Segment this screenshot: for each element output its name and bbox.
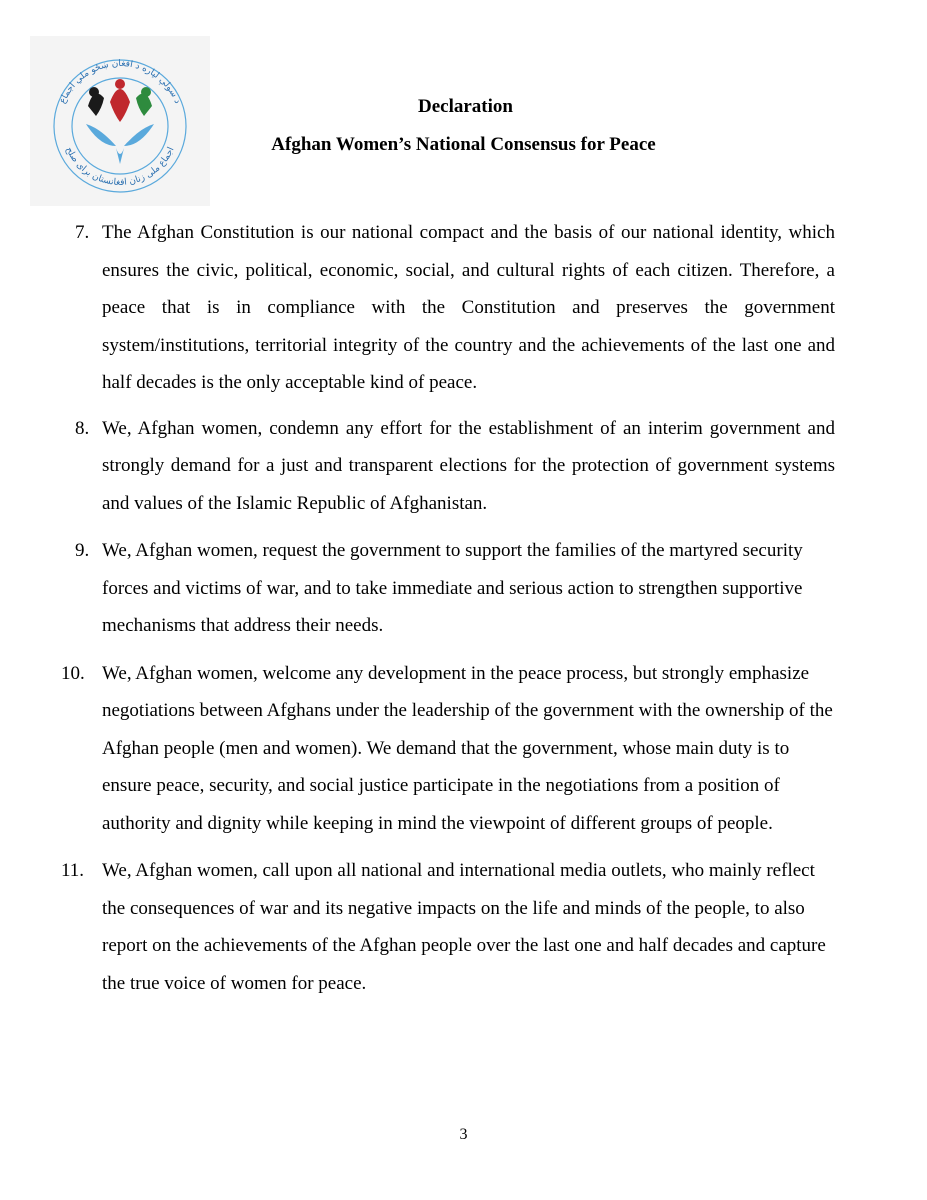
declaration-item-8 <box>75 410 835 523</box>
logo-arc-text-bottom: اجماع ملی زنان افغانستان برای صلح <box>63 145 177 188</box>
item-text: We, Afghan women, welcome any development in the peace process, but strongly emphasize negotiations between Afghans under the leadership of the government with the ownership of the Afghan people (men and women). We demand that the government, whose main duty is to ensure peace, security, and social justice participate in the negotiations from a position of authority and dignity while keeping in mind the viewpoint of different groups of people. <box>102 662 833 834</box>
item-number: 8. <box>75 417 90 439</box>
declaration-item-11 <box>61 852 835 1002</box>
logo-arc-text-top: د سولې لپاره د افغان ښځو ملي اجماع <box>57 58 183 106</box>
item-number: 9. <box>75 540 90 561</box>
item-text: We, Afghan women, request the government to support the families of the martyred security forces and victims of war, and to take immediate and serious action to strengthen supportive mechanisms that address their needs. <box>102 540 803 636</box>
item-text: We, Afghan women, call upon all national and international media outlets, who mainly reflect the consequences of war and its negative impacts on the life and minds of the people, to also report on the achievements of the Afghan people over the last one and half decades and capture the true voice of women for peace. <box>102 860 826 994</box>
document-subtitle: Afghan Women’s National Consensus for Peace <box>271 134 656 155</box>
declaration-item-10 <box>61 655 835 843</box>
document-header <box>0 88 927 164</box>
item-number: 11. <box>61 860 85 881</box>
item-text: The Afghan Constitution is our national compact and the basis of our national identity, which ensures the civic, political, economic, social, and cultural rights of each citizen. Therefore, a peace that is in compliance with the Constitution and preserves the government system/institutions, territorial integrity of the country and the achievements of the last one and half decades is the only acceptable kind of peace. <box>102 222 835 393</box>
page-number: 3 <box>459 1126 468 1143</box>
item-number: 7. <box>75 222 90 243</box>
declaration-item-7 <box>75 214 835 402</box>
document-title: Declaration <box>418 96 513 117</box>
declaration-item-9 <box>75 532 835 645</box>
item-number: 10. <box>61 662 85 684</box>
item-text: We, Afghan women, condemn any effort for the establishment of an interim government and strongly demand for a just and transparent elections for the protection of government systems and values of the Islamic Republic of Afghanistan. <box>102 417 835 514</box>
declaration-list <box>61 214 835 1002</box>
